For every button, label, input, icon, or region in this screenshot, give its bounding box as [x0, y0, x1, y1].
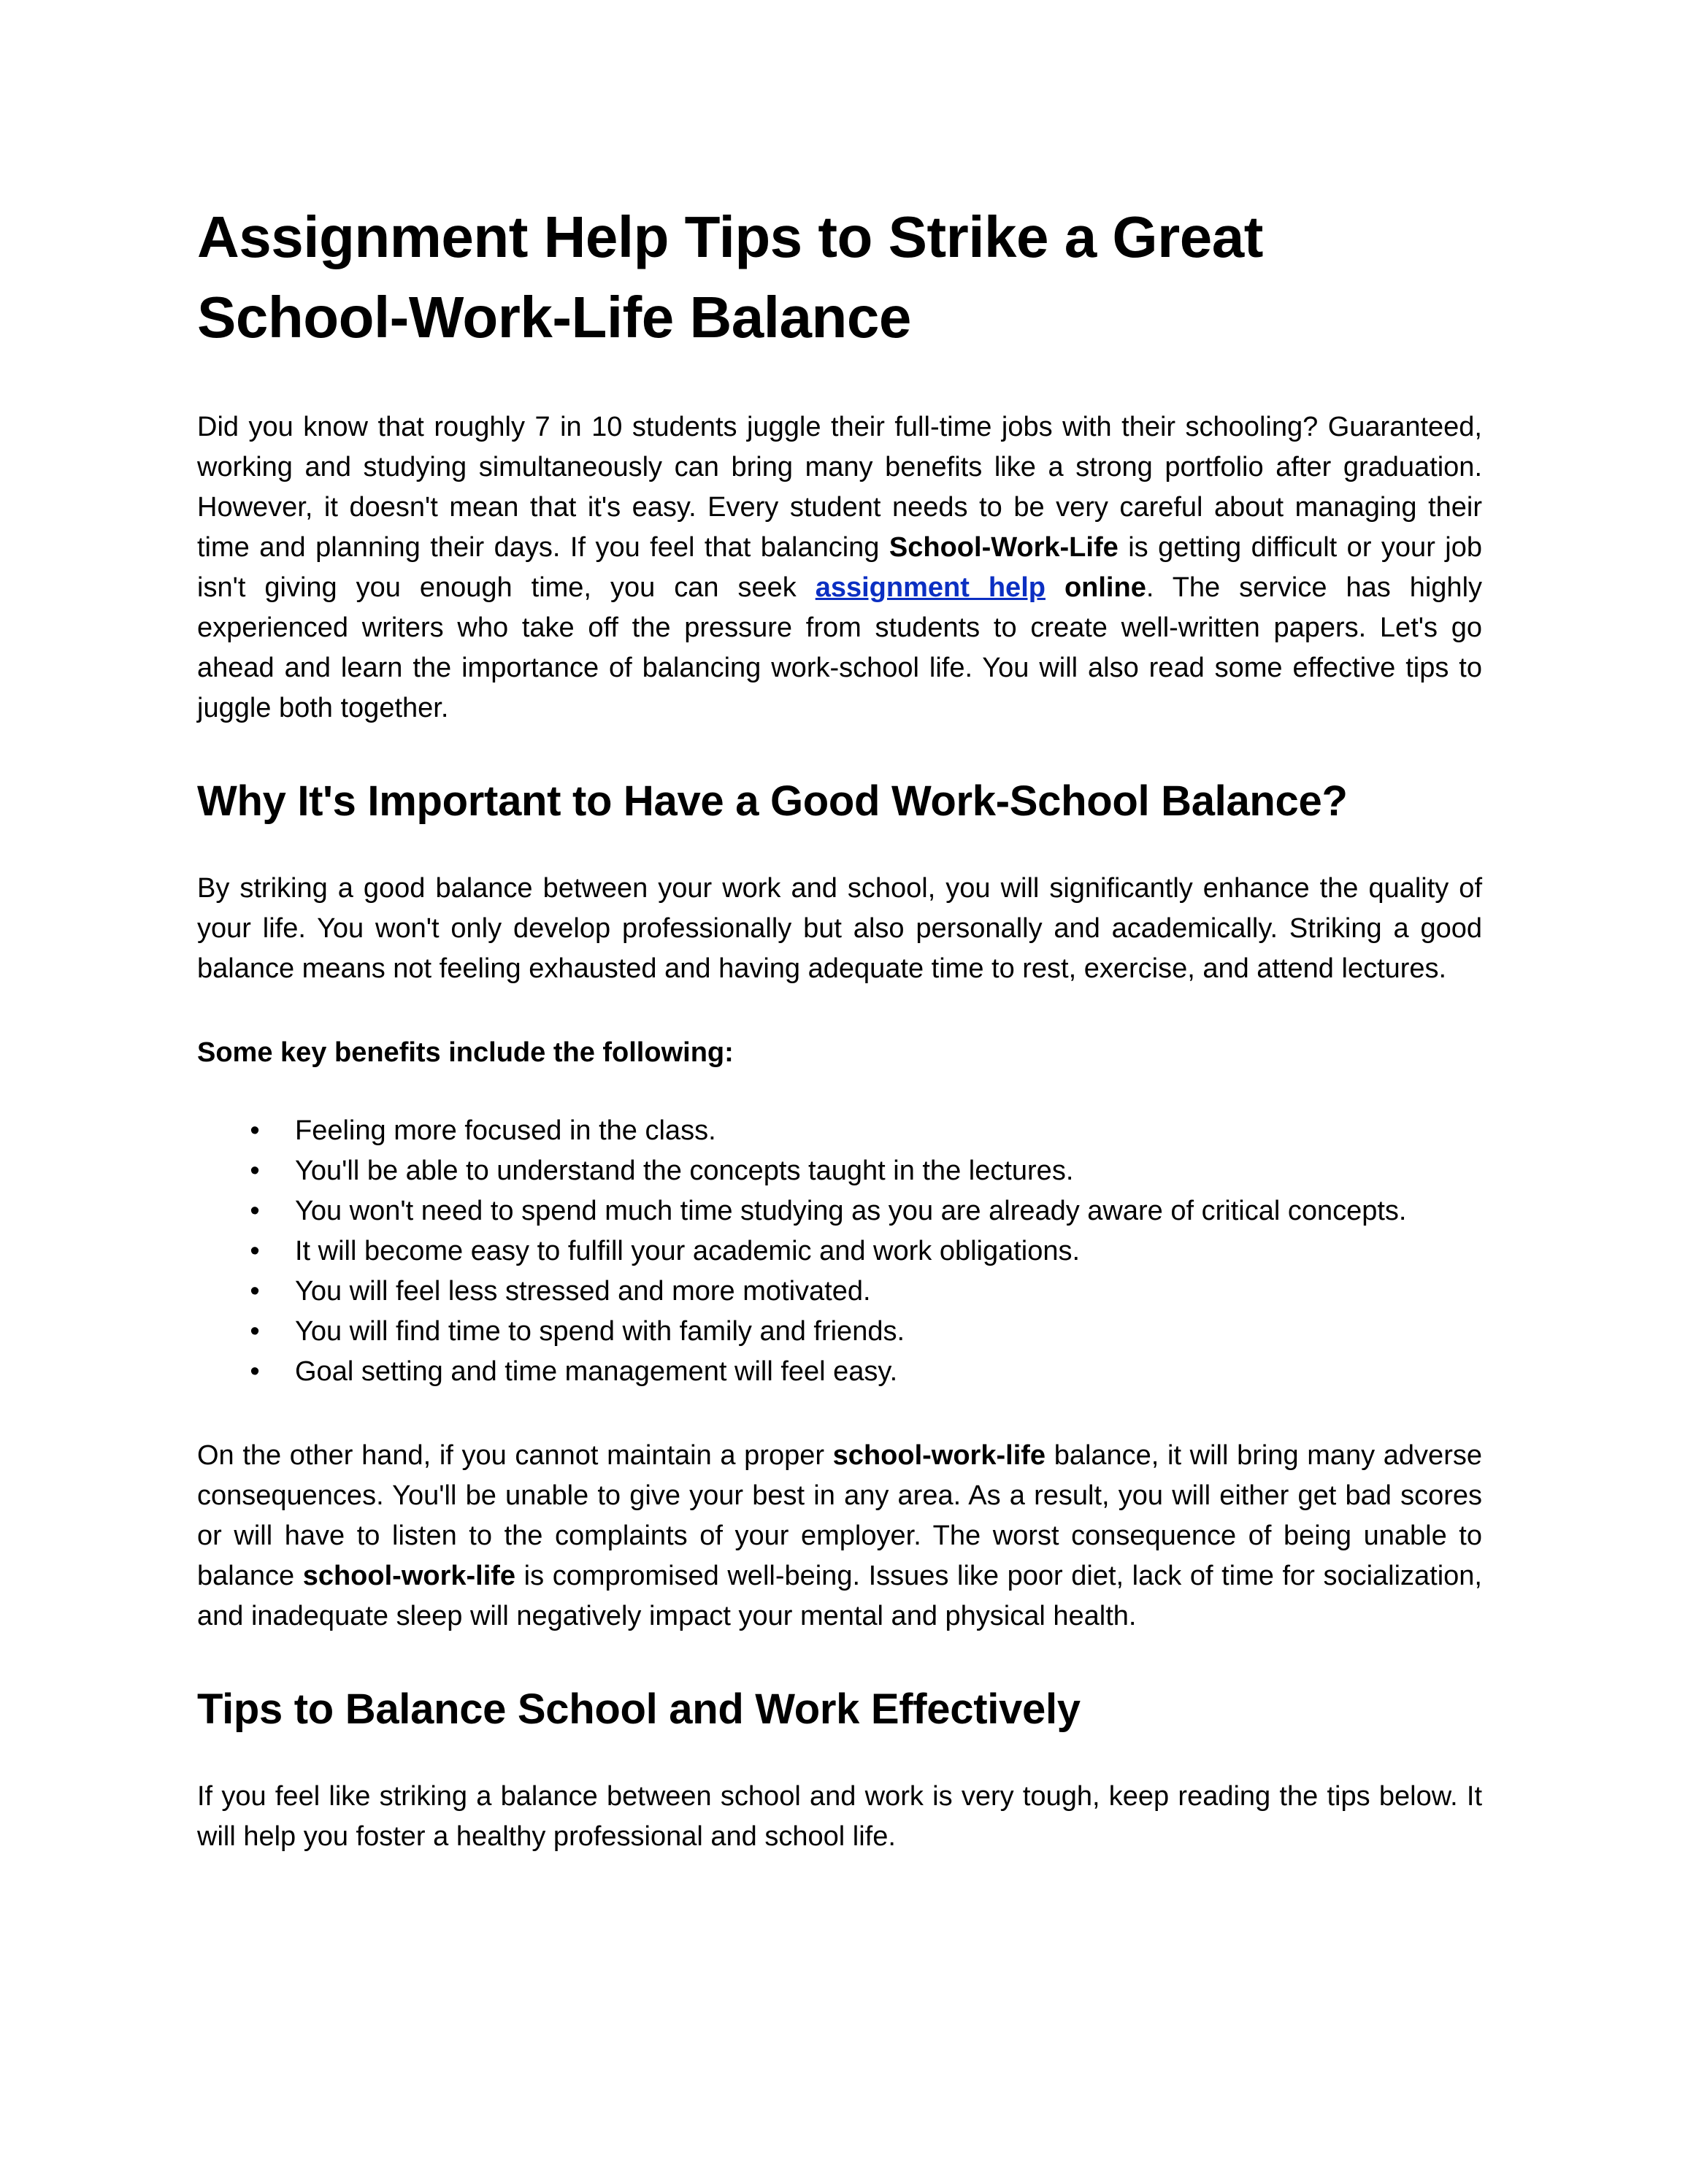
list-item-text: You won't need to spend much time studying as you are already aware of critical concepts. [295, 1196, 1407, 1226]
intro-text-3 [1046, 572, 1064, 603]
section-heading-tips: Tips to Balance School and Work Effectively [197, 1685, 1081, 1733]
list-item-text: It will become easy to fulfill your academic and work obligations. [295, 1236, 1081, 1266]
consequences-text-3: is compromised well-being. Issues like poor diet, lack of time for socialization, and inadequate sleep will negatively impact your mental and physical health. [197, 1561, 1482, 1631]
consequences-text-1: On the other hand, if you cannot maintain a proper [197, 1440, 833, 1471]
assignment-help-link[interactable]: assignment help [815, 572, 1046, 603]
bullet-icon: • [250, 1115, 260, 1146]
bullet-icon: • [250, 1316, 260, 1347]
list-item [250, 1111, 1482, 1151]
list-item-text: Goal setting and time management will feel easy. [295, 1356, 898, 1387]
list-item [250, 1151, 1482, 1191]
list-item [250, 1191, 1482, 1231]
list-item [250, 1231, 1482, 1272]
benefits-list [197, 1111, 1482, 1392]
bullet-icon: • [250, 1276, 260, 1307]
consequences-paragraph [197, 1436, 1482, 1637]
intro-text-2: is getting difficult or your job isn't giving you enough time, you can seek [197, 532, 1483, 603]
section-heading-importance: Why It's Important to Have a Good Work-School Balance? [197, 777, 1348, 825]
importance-paragraph: By striking a good balance between your work and school, you will significantly enhance the quality of your life. You won't only develop professionally but also personally and academically. Striking a good balance means not feeling exhausted and having adequate time to rest, exercise, and attend lectures. [197, 873, 1482, 984]
bullet-icon: • [250, 1196, 260, 1226]
consequences-text-2: balance, it will bring many adverse consequences. You'll be unable to give your best in any area. As a result, you will either get bad scores or will have to listen to the complaints of your employer. The worst consequence of being unable to balance [197, 1440, 1482, 1591]
bullet-icon: • [250, 1356, 260, 1387]
benefits-label: Some key benefits include the following: [197, 1037, 734, 1068]
intro-bold-online: online [1064, 572, 1146, 603]
intro-text-1: Did you know that roughly 7 in 10 students juggle their full-time jobs with their schooling? Guaranteed, working and studying simultaneously can bring many benefits like a strong portfolio after graduation. However, it doesn't mean that it's easy. Every student needs to be very careful about managing their time and planning their days. If you feel that balancing [197, 412, 1482, 563]
tips-paragraph: If you feel like striking a balance between school and work is very tough, keep reading the tips below. It will help you foster a healthy professional and school life. [197, 1781, 1482, 1852]
document-page [197, 197, 1482, 1901]
document-title: Assignment Help Tips to Strike a Great School-Work-Life Balance [197, 204, 1263, 350]
list-item [250, 1272, 1482, 1312]
list-item-text: Feeling more focused in the class. [295, 1115, 716, 1146]
consequences-bold-1: school-work-life [832, 1440, 1046, 1471]
list-item [250, 1352, 1482, 1392]
list-item-text: You will feel less stressed and more motivated. [295, 1276, 871, 1307]
bullet-icon: • [250, 1236, 260, 1266]
intro-paragraph [197, 407, 1482, 728]
intro-bold-school-work-life: School-Work-Life [889, 532, 1119, 563]
intro-text-4: . The service has highly experienced writers who take off the pressure from students to create well-written papers. Let's go ahead and learn the importance of balancing work-school life. You will also read some effective tips to juggle both together. [197, 572, 1483, 723]
bullet-icon: • [250, 1156, 260, 1186]
consequences-bold-2: school-work-life [302, 1561, 516, 1591]
list-item-text: You will find time to spend with family and friends. [295, 1316, 905, 1347]
list-item [250, 1312, 1482, 1352]
list-item-text: You'll be able to understand the concepts taught in the lectures. [295, 1156, 1074, 1186]
